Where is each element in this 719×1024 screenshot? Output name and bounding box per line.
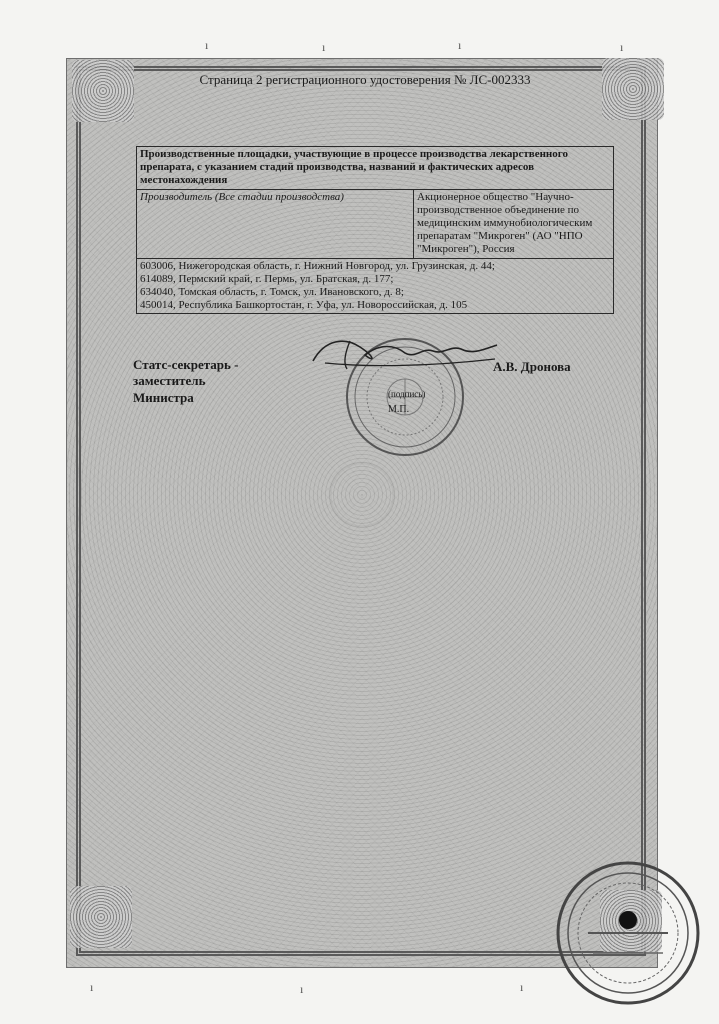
scan-mark: ı (90, 980, 94, 994)
corner-rosette-icon (70, 886, 132, 948)
seal-label: М.П. (388, 404, 410, 415)
scan-mark: ı (458, 38, 462, 52)
scan-mark: ı (520, 980, 524, 994)
signatory-title-line: Министра (133, 389, 194, 405)
manufacturer-label: Производитель (Все стадии производства) (137, 189, 414, 258)
page-header: Страница 2 регистрационного удостоверения № ЛС-002333 (199, 72, 531, 87)
scan-mark: ı (205, 38, 209, 52)
scan-mark: ı (322, 40, 326, 54)
addresses-cell (137, 258, 614, 314)
signatory-title (133, 357, 313, 406)
production-table (136, 146, 614, 314)
signatory-name: А.В. Дронова (493, 359, 571, 374)
address-line: 450014, Республика Башкортостан, г. Уфа, ул. Новороссийская, д. 105 (140, 299, 468, 312)
address-line: 603006, Нижегородская область, г. Нижний Новгород, ул. Грузинская, д. 44; (140, 259, 495, 272)
corner-rosette-icon (602, 58, 664, 120)
signatory-title-line: Статс-секретарь - заместитель (133, 357, 239, 389)
production-sites-heading: Производственные площадки, участвующие в процессе производства лекарственного препарата, с указанием стадий производства, названий и фактических адресов местонахождения (137, 147, 614, 190)
manufacturer-value: Акционерное общество "Научно-производственное объединение по медицинским иммунобиологическим препаратам "Микроген" (АО "НПО "Микроген"), Россия (414, 189, 614, 258)
notary-stamp-icon (553, 858, 703, 1008)
address-line: 634040, Томская область, г. Томск, ул. Ивановского, д. 8; (140, 285, 404, 298)
corner-rosette-icon (72, 60, 134, 122)
scan-mark: ı (620, 40, 624, 54)
scan-mark: ı (300, 982, 304, 996)
signature-label: (подпись) (388, 389, 426, 399)
signature-block (133, 357, 583, 447)
address-line: 614089, Пермский край, г. Пермь, ул. Братская, д. 177; (140, 272, 394, 285)
